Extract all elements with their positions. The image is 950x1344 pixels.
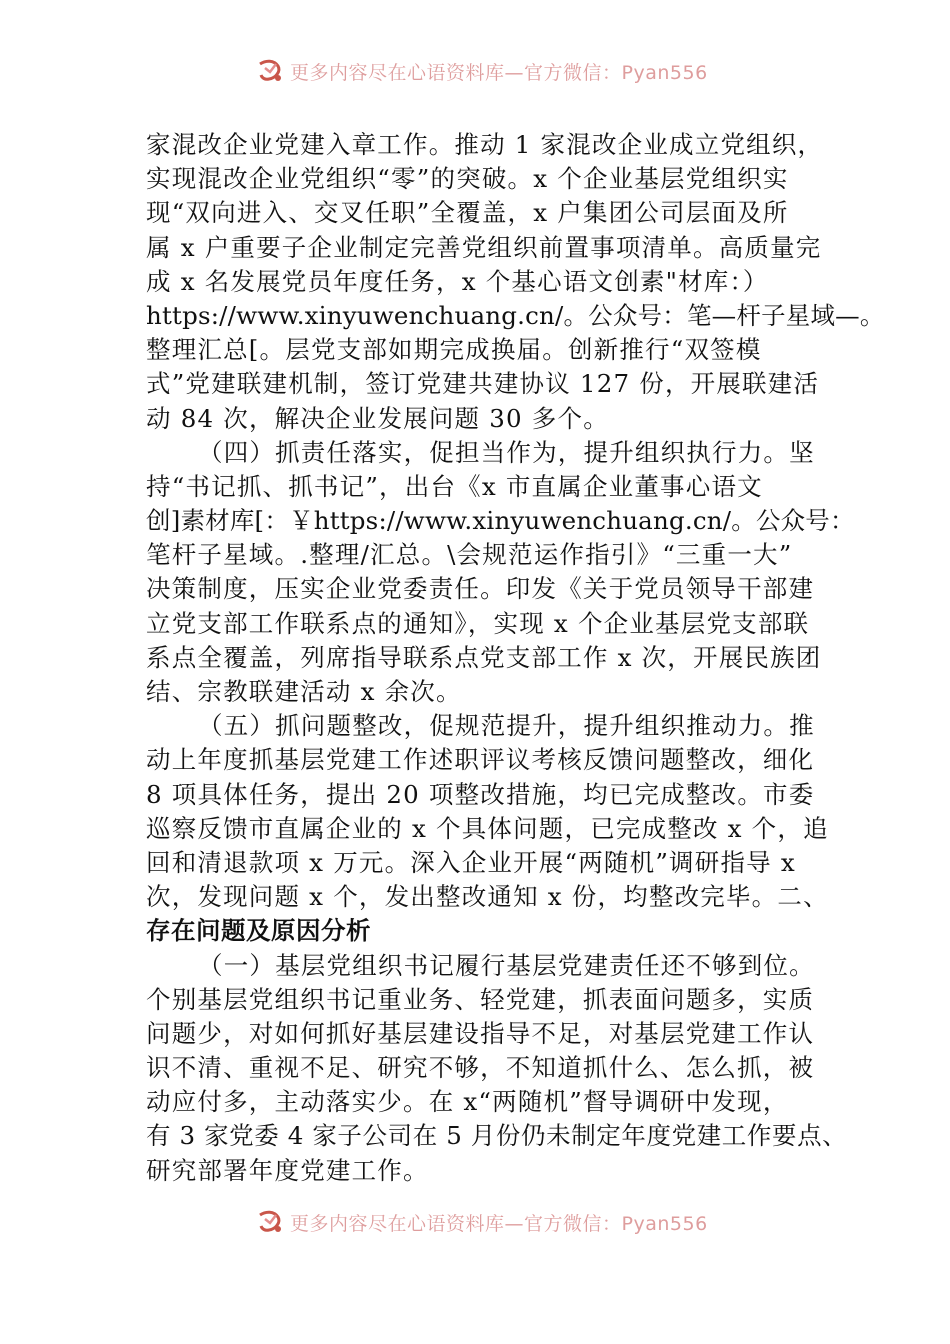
text-line: 持“书记抓、抓书记”，出台《x 市直属企业董事心语文 [146, 471, 763, 501]
text-line: 问题少，对如何抓好基层建设指导不足，对基层党建工作认 [146, 1018, 815, 1048]
text-line: 次，发现问题 x 个，发出整改通知 x 份，均整改完毕。二、 [146, 882, 829, 912]
text-line: 实现混改企业党组织“零”的突破。x 个企业基层党组织实 [146, 164, 789, 194]
text-line: 动上年度抓基层党建工作述职评议考核反馈问题整改，细化 [146, 745, 815, 775]
text-line: 巡察反馈市直属企业的 x 个具体问题，已完成整改 x 个，追 [146, 813, 829, 843]
text-line: 识不清、重视不足、研究不够，不知道抓什么、怎么抓，被 [146, 1053, 815, 1083]
text-line: 家混改企业党建入章工作。推动 1 家混改企业成立党组织， [146, 130, 824, 159]
text-line: 笔杆子星域。.整理/汇总。\会规范运作指引》“三重一大” [146, 540, 793, 570]
text-line: https://www.xinyuwenchuang.cn/。公众号：笔—杆子星域—。 [146, 300, 885, 330]
text-line: 创]素材库[：￥https://www.xinyuwenchuang.cn/。公众号： [146, 506, 855, 536]
text-line: 8 项具体任务，提出 20 项整改措施，均已完成整改。市委 [146, 779, 815, 809]
text-line: 成 x 名发展党员年度任务，x 个基心语文创素"材库：） [146, 266, 769, 296]
section-four-paragraph-start: （四）抓责任落实，促担当作为，提升组织执行力。坚 [198, 437, 815, 467]
text-line: 属 x 户重要子企业制定完善党组织前置事项清单。高质量完 [146, 232, 822, 262]
text-line: 整理汇总[。层党支部如期完成换届。创新推行“双签模 [146, 335, 762, 365]
text-line: 个别基层党组织书记重业务、轻党建，抓表面问题多，实质 [146, 984, 815, 1014]
footer-watermark [256, 1207, 776, 1237]
watermark-text: 更多内容尽在心语资料库—官方微信：Pyan556 [290, 61, 708, 84]
text-line: 动应付多，主动落实少。在 x“两随机”督导调研中发现， [146, 1087, 789, 1117]
logo-icon [256, 58, 284, 84]
text-line: 系点全覆盖，列席指导联系点党支部工作 x 次，开展民族团 [146, 642, 822, 672]
text-line: 立党支部工作联系点的通知》，实现 x 个企业基层党支部联 [146, 608, 810, 638]
text-line: 式”党建联建机制，签订党建共建协议 127 份，开展联建活 [146, 369, 820, 399]
watermark-text: 更多内容尽在心语资料库—官方微信：Pyan556 [290, 1212, 708, 1235]
text-line: 研究部署年度党建工作。 [146, 1155, 429, 1185]
text-line: 结、宗教联建活动 x 余次。 [146, 677, 462, 706]
subsection-one-paragraph-start: （一）基层党组织书记履行基层党建责任还不够到位。 [198, 950, 815, 980]
document-body [146, 128, 885, 1188]
logo-icon [256, 1209, 284, 1235]
text-line: 有 3 家党委 4 家子公司在 5 月份仍未制定年度党建工作要点、 [146, 1121, 848, 1151]
text-line: 动 84 次，解决企业发展问题 30 多个。 [146, 403, 609, 433]
text-line: 回和清退款项 x 万元。深入企业开展“两随机”调研指导 x [146, 847, 796, 877]
text-line: 现“双向进入、交叉任职”全覆盖，x 户集团公司层面及所 [146, 198, 789, 228]
section-five-paragraph-start: （五）抓问题整改，促规范提升，提升组织推动力。推 [198, 711, 815, 741]
section-heading: 存在问题及原因分析 [146, 916, 371, 946]
text-line: 决策制度，压实企业党委责任。印发《关于党员领导干部建 [146, 574, 815, 604]
header-watermark [256, 56, 776, 86]
